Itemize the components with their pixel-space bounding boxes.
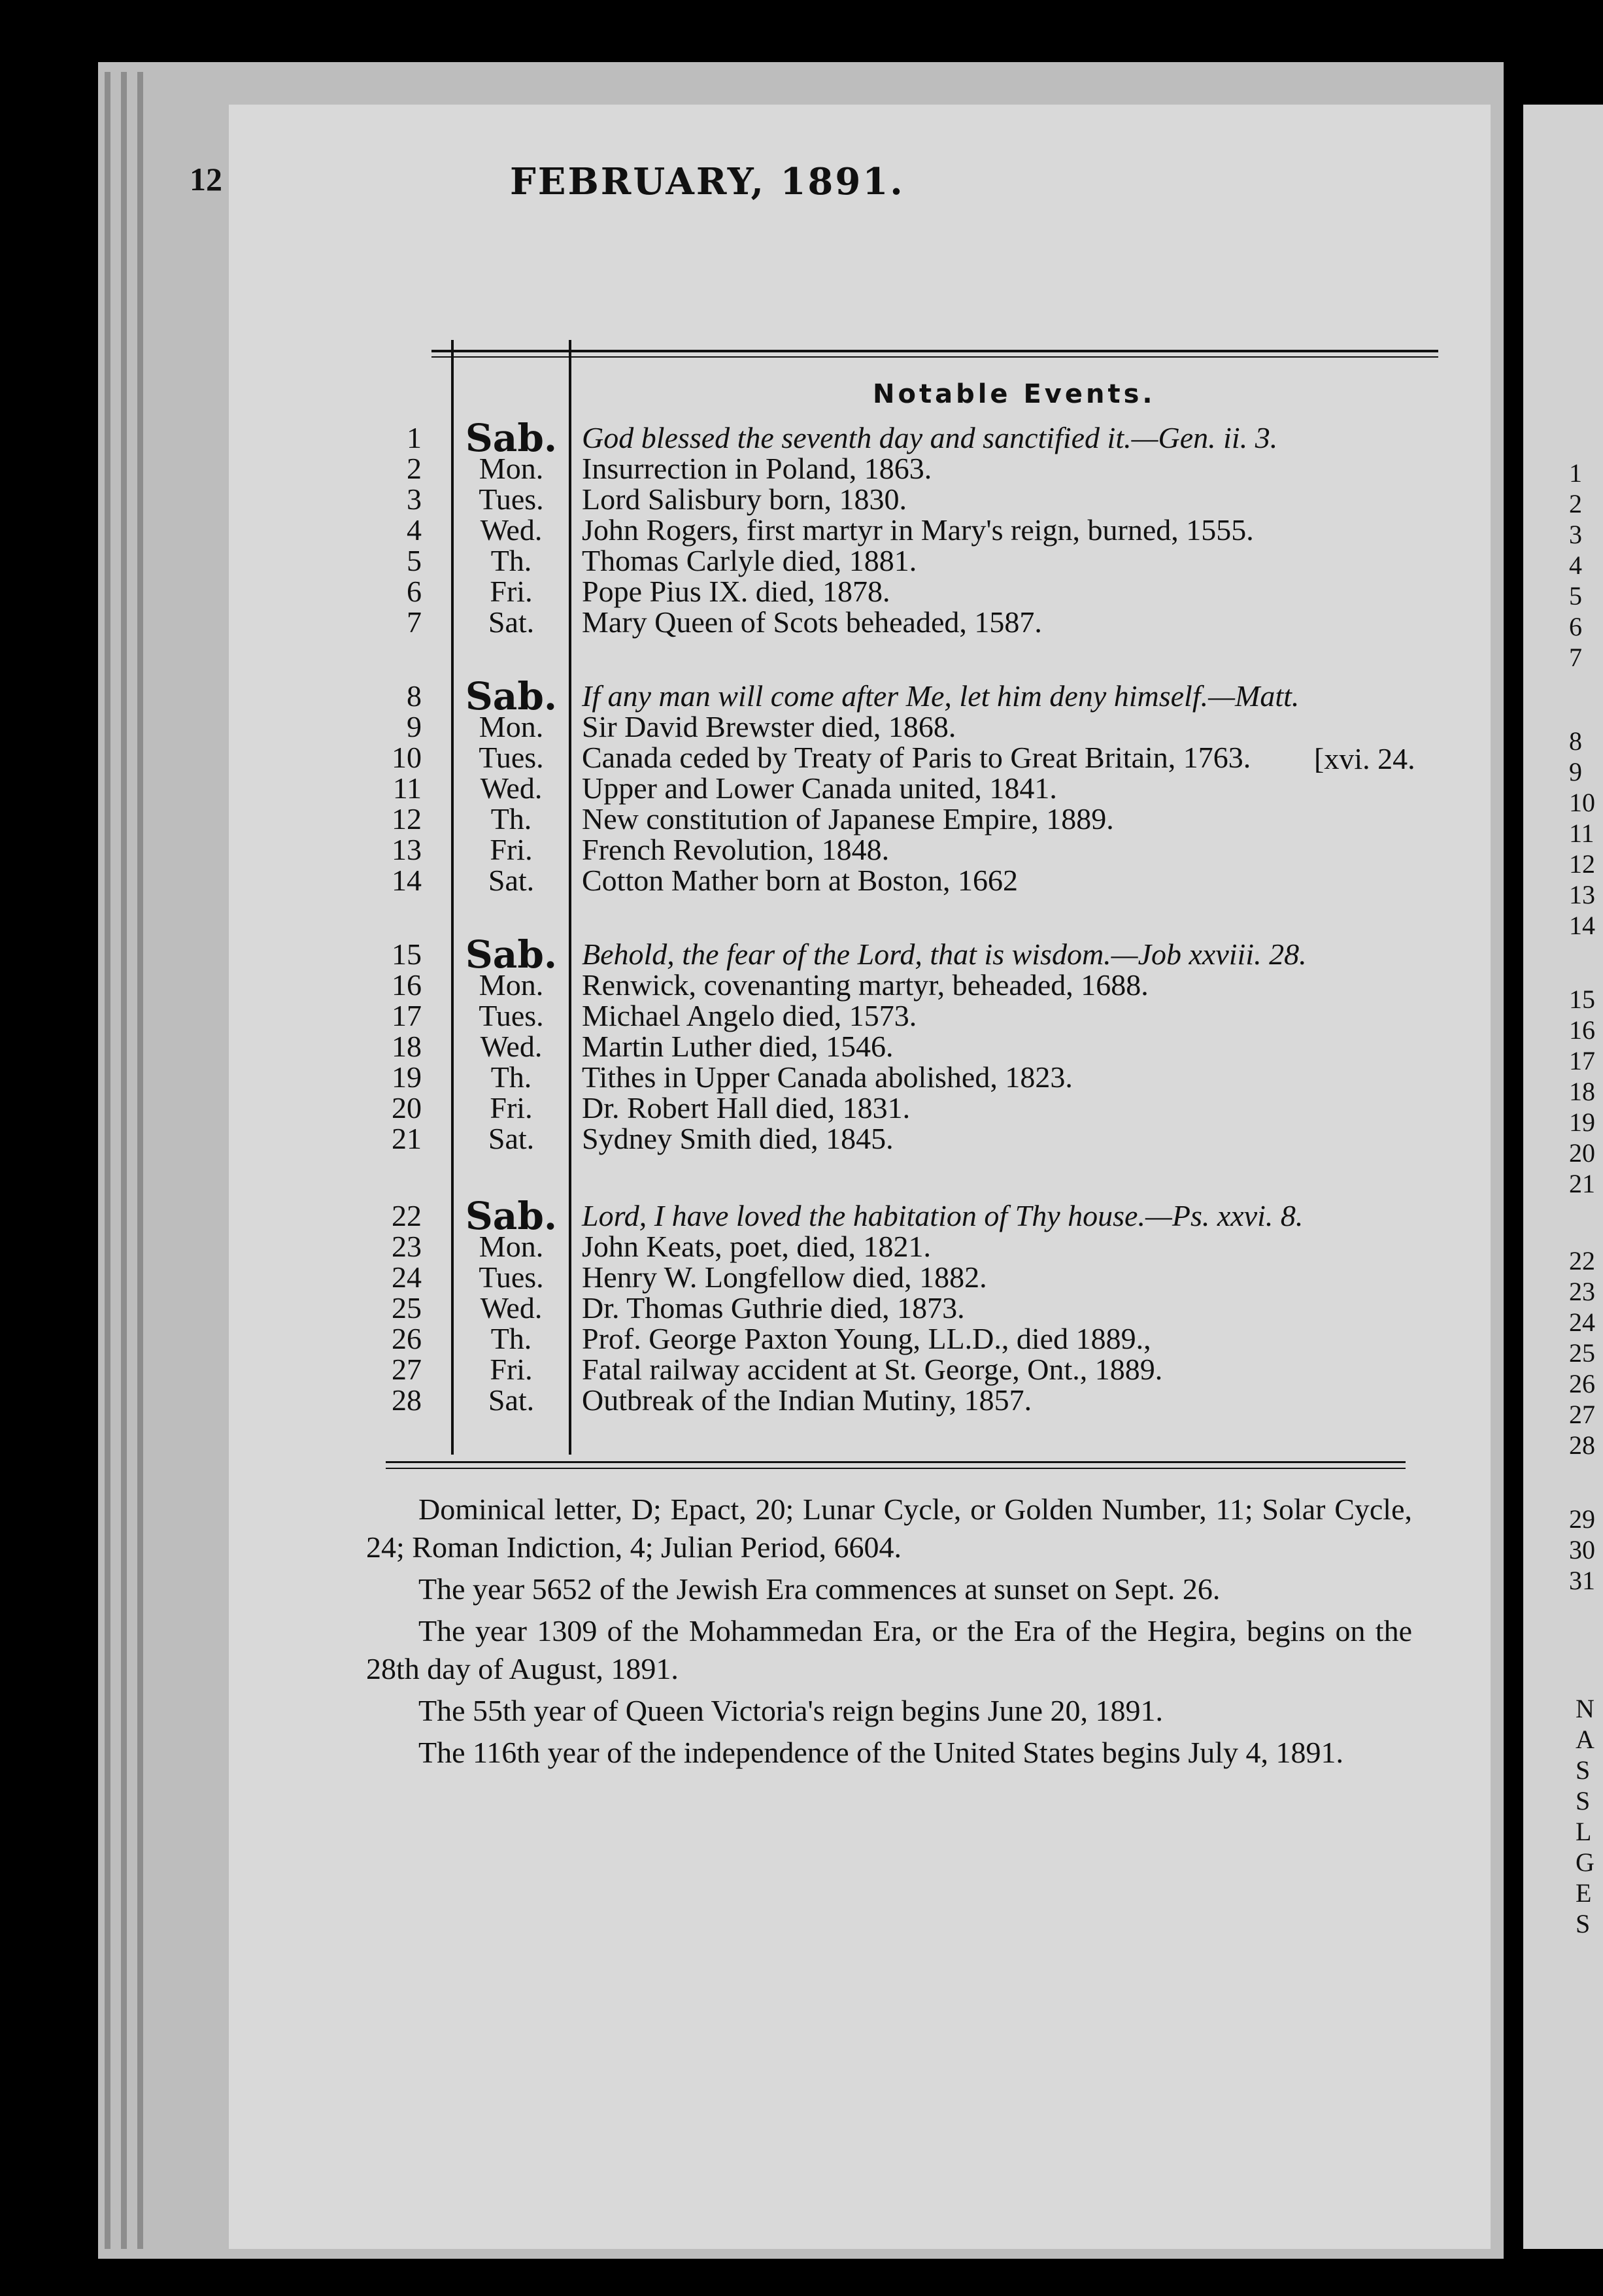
section-title: Notable Events.: [873, 379, 1156, 409]
facing-date: 23: [1569, 1277, 1595, 1306]
event-text: Cotton Mather born at Boston, 1662: [582, 864, 1018, 897]
facing-date: 11: [1569, 819, 1595, 848]
facing-date: 25: [1569, 1338, 1595, 1368]
event-weekday: Mon.: [479, 710, 544, 743]
note-paragraph: The 55th year of Queen Victoria's reign begins June 20, 1891.: [418, 1694, 1164, 1727]
page-edge: [105, 72, 110, 2249]
event-weekday: Sat.: [488, 1383, 535, 1417]
facing-letter: A: [1576, 1725, 1595, 1754]
event-text: Canada ceded by Treaty of Paris to Great Britain, 1763.: [582, 741, 1251, 774]
event-text: Martin Luther died, 1546.: [582, 1030, 894, 1063]
footer-rule: [386, 1468, 1406, 1469]
event-text: Dr. Thomas Guthrie died, 1873.: [582, 1291, 965, 1325]
event-weekday: Sat.: [488, 864, 535, 897]
event-text: Dr. Robert Hall died, 1831.: [582, 1091, 911, 1124]
facing-letter: E: [1576, 1878, 1592, 1908]
note-paragraph: The year 5652 of the Jewish Era commences at sunset on Sept. 26.: [418, 1572, 1221, 1606]
event-date: 28: [392, 1383, 422, 1417]
event-date: 25: [392, 1291, 422, 1325]
facing-date: 13: [1569, 880, 1595, 909]
facing-date: 27: [1569, 1400, 1595, 1429]
event-weekday: Sab.: [465, 674, 558, 718]
facing-letter: S: [1576, 1909, 1591, 1938]
event-date: 14: [392, 864, 422, 897]
facing-date: 31: [1569, 1566, 1595, 1595]
event-weekday: Th.: [490, 1322, 532, 1355]
event-date: 26: [392, 1322, 422, 1355]
event-date: 6: [407, 575, 422, 608]
event-date: 21: [392, 1122, 422, 1155]
facing-date: 24: [1569, 1308, 1595, 1337]
event-weekday: Th.: [490, 1060, 532, 1094]
header-rule: [431, 350, 1438, 352]
facing-letter: S: [1576, 1755, 1591, 1785]
facing-date: 15: [1569, 985, 1595, 1014]
page-edge: [121, 72, 127, 2249]
facing-date: 18: [1569, 1077, 1595, 1106]
event-text: Upper and Lower Canada united, 1841.: [582, 771, 1057, 805]
facing-date: 30: [1569, 1535, 1595, 1564]
page-title: FEBRUARY, 1891.: [510, 160, 905, 203]
event-date: 27: [392, 1353, 422, 1386]
event-text: New constitution of Japanese Empire, 1889.: [582, 802, 1114, 836]
event-weekday: Th.: [490, 544, 532, 577]
event-date: 1: [407, 421, 422, 454]
facing-letter: S: [1576, 1786, 1591, 1815]
event-weekday: Sab.: [465, 932, 558, 977]
event-weekday: Sat.: [488, 605, 535, 639]
event-date: 17: [392, 999, 422, 1032]
note-paragraph: Dominical letter, D; Epact, 20; Lunar Cycle, or Golden Number, 11; Solar Cycle, 24; Roman Indiction, 4; Julian Period, 6604.: [366, 1493, 1412, 1564]
event-text: John Rogers, first martyr in Mary's reign, burned, 1555.: [582, 513, 1254, 547]
event-weekday: Tues.: [479, 741, 544, 774]
event-date: 3: [407, 482, 422, 516]
event-weekday: Sab.: [465, 1194, 558, 1238]
facing-date: 26: [1569, 1369, 1595, 1398]
calendar-notes: [366, 1491, 1412, 1772]
facing-date: 10: [1569, 788, 1595, 817]
event-date: 24: [392, 1260, 422, 1294]
page-number: 12: [190, 161, 222, 197]
sabbath-verse: If any man will come after Me, let him deny himself.—Matt.: [582, 679, 1300, 713]
event-text: Lord Salisbury born, 1830.: [582, 482, 907, 516]
event-text: Thomas Carlyle died, 1881.: [582, 544, 917, 577]
event-text: French Revolution, 1848.: [582, 833, 890, 866]
event-weekday: Fri.: [490, 1353, 533, 1386]
event-date: 9: [407, 710, 422, 743]
event-weekday: Wed.: [480, 771, 543, 805]
event-weekday: Fri.: [490, 1091, 533, 1124]
event-date: 10: [392, 741, 422, 774]
event-text: John Keats, poet, died, 1821.: [582, 1230, 932, 1263]
facing-date: 9: [1569, 757, 1582, 786]
event-text: Insurrection in Poland, 1863.: [582, 452, 932, 485]
facing-date: 7: [1569, 643, 1582, 672]
facing-date: 4: [1569, 550, 1582, 580]
sabbath-verse: Lord, I have loved the habitation of Thy house.—Ps. xxvi. 8.: [582, 1199, 1304, 1232]
event-date: 12: [392, 802, 422, 836]
event-date: 23: [392, 1230, 422, 1263]
facing-date: 20: [1569, 1138, 1595, 1168]
facing-date: 16: [1569, 1015, 1595, 1045]
event-text: Pope Pius IX. died, 1878.: [582, 575, 890, 608]
facing-date: 6: [1569, 612, 1582, 641]
event-weekday: Th.: [490, 802, 532, 836]
footer-rule: [386, 1461, 1406, 1463]
event-weekday: Mon.: [479, 452, 544, 485]
sabbath-verse: Behold, the fear of the Lord, that is wisdom.—Job xxviii. 28.: [582, 937, 1307, 971]
event-weekday: Sat.: [488, 1122, 535, 1155]
event-date: 15: [392, 937, 422, 971]
facing-date: 3: [1569, 520, 1582, 549]
event-text: Outbreak of the Indian Mutiny, 1857.: [582, 1383, 1032, 1417]
event-weekday: Mon.: [479, 968, 544, 1002]
event-text: Renwick, covenanting martyr, beheaded, 1688.: [582, 968, 1149, 1002]
event-text: Sydney Smith died, 1845.: [582, 1122, 894, 1155]
header-rule: [431, 356, 1438, 358]
sabbath-verse: God blessed the seventh day and sanctified it.—Gen. ii. 3.: [582, 421, 1278, 454]
event-weekday: Fri.: [490, 833, 533, 866]
facing-letter: G: [1576, 1848, 1595, 1877]
event-text: Prof. George Paxton Young, LL.D., died 1889.,: [582, 1322, 1151, 1355]
event-weekday: Wed.: [480, 1030, 543, 1063]
event-date: 5: [407, 544, 422, 577]
facing-date: 1: [1569, 458, 1582, 488]
event-date: 11: [392, 771, 422, 805]
facing-date: 28: [1569, 1430, 1595, 1460]
event-date: 20: [392, 1091, 422, 1124]
note-paragraph: The 116th year of the independence of the United States begins July 4, 1891.: [418, 1736, 1343, 1769]
event-text: Sir David Brewster died, 1868.: [582, 710, 956, 743]
event-weekday: Sab.: [465, 416, 558, 460]
event-weekday: Wed.: [480, 1291, 543, 1325]
facing-date: 17: [1569, 1046, 1595, 1075]
facing-date: 21: [1569, 1169, 1595, 1198]
event-text: Henry W. Longfellow died, 1882.: [582, 1260, 987, 1294]
facing-date: 14: [1569, 911, 1595, 940]
event-weekday: Fri.: [490, 575, 533, 608]
event-date: 4: [407, 513, 422, 547]
event-date: 13: [392, 833, 422, 866]
event-text: Mary Queen of Scots beheaded, 1587.: [582, 605, 1042, 639]
event-date: 22: [392, 1199, 422, 1232]
event-weekday: Tues.: [479, 482, 544, 516]
facing-date: 12: [1569, 849, 1595, 879]
facing-date: 8: [1569, 726, 1582, 756]
facing-date: 5: [1569, 581, 1582, 611]
facing-date: 19: [1569, 1107, 1595, 1137]
event-date: 19: [392, 1060, 422, 1094]
event-text: Tithes in Upper Canada abolished, 1823.: [582, 1060, 1073, 1094]
event-date: 8: [407, 679, 422, 713]
note-paragraph: The year 1309 of the Mohammedan Era, or the Era of the Hegira, begins on the 28th day of August, 1891.: [366, 1614, 1412, 1685]
verse-continuation: [xvi. 24.: [1314, 742, 1415, 775]
event-text: Michael Angelo died, 1573.: [582, 999, 917, 1032]
event-weekday: Mon.: [479, 1230, 544, 1263]
facing-date: 2: [1569, 489, 1582, 518]
facing-date: 29: [1569, 1504, 1595, 1534]
facing-letter: N: [1576, 1694, 1595, 1723]
event-date: 7: [407, 605, 422, 639]
facing-letter: L: [1576, 1817, 1592, 1846]
event-date: 2: [407, 452, 422, 485]
event-text: Fatal railway accident at St. George, Ont., 1889.: [582, 1353, 1163, 1386]
event-weekday: Tues.: [479, 1260, 544, 1294]
event-weekday: Wed.: [480, 513, 543, 547]
facing-date: 22: [1569, 1246, 1595, 1275]
page-edge: [137, 72, 143, 2249]
event-date: 18: [392, 1030, 422, 1063]
event-date: 16: [392, 968, 422, 1002]
event-weekday: Tues.: [479, 999, 544, 1032]
